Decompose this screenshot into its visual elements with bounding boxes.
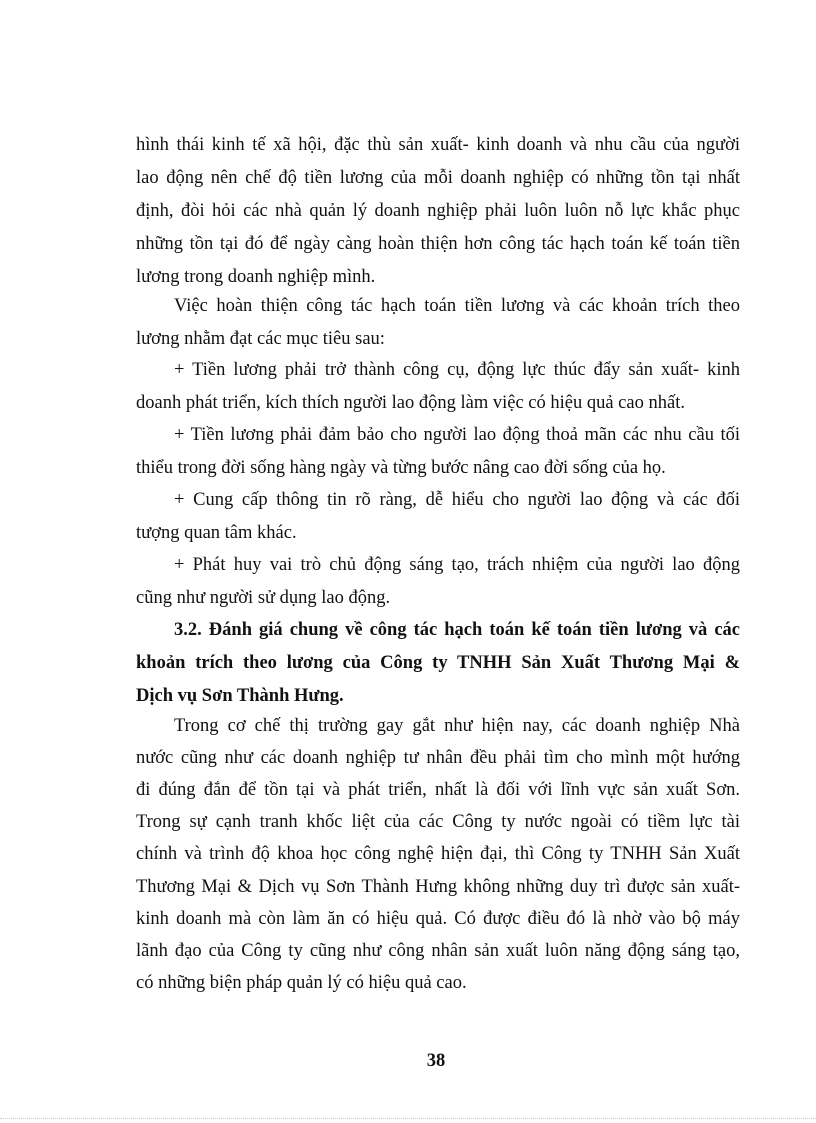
section-heading-line: Dịch vụ Sơn Thành Hưng. bbox=[136, 686, 344, 706]
body-text-line: Thương Mại & Dịch vụ Sơn Thành Hưng không những duy trì được sản xuất- bbox=[136, 877, 740, 897]
section-heading-line: 3.2. Đánh giá chung về công tác hạch toán kế toán tiền lương và các bbox=[174, 620, 740, 640]
body-text-line: lương nhằm đạt các mục tiêu sau: bbox=[136, 329, 385, 349]
body-text-line: có những biện pháp quản lý có hiệu quả cao. bbox=[136, 973, 467, 993]
bullet-text-line: doanh phát triển, kích thích người lao động làm việc có hiệu quả cao nhất. bbox=[136, 393, 685, 413]
body-text-line: lao động nên chế độ tiền lương của mỗi doanh nghiệp có những tồn tại nhất bbox=[136, 168, 740, 188]
page-number: 38 bbox=[426, 1051, 446, 1071]
bullet-text-line: thiểu trong đời sống hàng ngày và từng bước nâng cao đời sống của họ. bbox=[136, 458, 666, 478]
body-text-line: định, đòi hỏi các nhà quản lý doanh nghiệp phải luôn luôn nỗ lực khắc phục bbox=[136, 201, 740, 221]
body-text-line: kinh doanh mà còn làm ăn có hiệu quả. Có được điều đó là nhờ vào bộ máy bbox=[136, 909, 740, 929]
bullet-text-line: tượng quan tâm khác. bbox=[136, 523, 297, 543]
page-bottom-divider bbox=[0, 1118, 816, 1119]
body-text-line: những tồn tại đó để ngày càng hoàn thiện hơn công tác hạch toán kế toán tiền bbox=[136, 234, 740, 254]
body-text-line: Trong cơ chế thị trường gay gắt như hiện nay, các doanh nghiệp Nhà bbox=[174, 716, 740, 736]
body-text-line: đi đúng đắn để tồn tại và phát triển, nhất là đối với lĩnh vực sản xuất Sơn. bbox=[136, 780, 740, 800]
bullet-text-line: + Phát huy vai trò chủ động sáng tạo, trách nhiệm của người lao động bbox=[174, 555, 740, 575]
body-text-line: chính và trình độ khoa học công nghệ hiện đại, thì Công ty TNHH Sản Xuất bbox=[136, 844, 740, 864]
body-text-line: lương trong doanh nghiệp mình. bbox=[136, 267, 376, 287]
bullet-text-line: + Tiền lương phải đảm bảo cho người lao động thoả mãn các nhu cầu tối bbox=[174, 425, 740, 445]
body-text-line: nước cũng như các doanh nghiệp tư nhân đều phải tìm cho mình một hướng bbox=[136, 748, 740, 768]
body-text-line: hình thái kinh tế xã hội, đặc thù sản xuất- kinh doanh và nhu cầu của người bbox=[136, 135, 740, 155]
section-heading-line: khoản trích theo lương của Công ty TNHH Sản Xuất Thương Mại & bbox=[136, 653, 740, 673]
body-text-line: lãnh đạo của Công ty cũng như công nhân sản xuất luôn năng động sáng tạo, bbox=[136, 941, 740, 961]
body-text-line: Trong sự cạnh tranh khốc liệt của các Công ty nước ngoài có tiềm lực tài bbox=[136, 812, 740, 832]
body-text-line: Việc hoàn thiện công tác hạch toán tiền lương và các khoản trích theo bbox=[174, 296, 740, 316]
bullet-text-line: + Tiền lương phải trở thành công cụ, động lực thúc đẩy sản xuất- kinh bbox=[174, 360, 740, 380]
bullet-text-line: + Cung cấp thông tin rõ ràng, dễ hiểu cho người lao động và các đối bbox=[174, 490, 740, 510]
bullet-text-line: cũng như người sử dụng lao động. bbox=[136, 588, 391, 608]
